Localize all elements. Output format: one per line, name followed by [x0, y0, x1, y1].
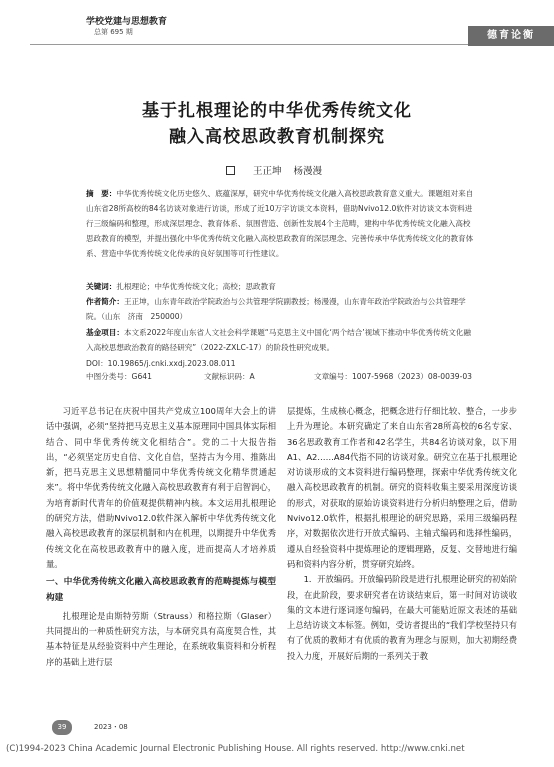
checkbox-icon	[226, 166, 235, 175]
body-paragraph: 1．开放编码。开放编码阶段是进行扎根理论研究的初始阶段，在此阶段，要求研究者在访谈结束后，第一时间对访谈收集的文本进行逐词逐句编码，在最大可能贴近原文表述的基础上总结访谈文本标签。例如，受访者提出的“我们学校坚持只有有了优质的教师才有优质的教育为理念与原则，加大初期经费投入力度，开展好后期的一系列关于教	[287, 574, 517, 661]
keywords-label: 关键词：	[86, 282, 117, 291]
issue-date: 2023・08	[94, 723, 128, 731]
author-name: 杨漫漫	[293, 166, 323, 177]
body-paragraph: 扎根理论是由斯特劳斯（Strauss）和格拉斯（Glaser）共同提出的一种质性研究方法，与本研究具有高度契合性，其基本特征是从经验资料中产生理论，在系统收集资料和分析程序的基础上进行层	[46, 610, 276, 667]
keywords-text: 扎根理论；中华优秀传统文化；高校；思政教育	[116, 282, 276, 291]
clc-number: 中图分类号：G641	[86, 372, 152, 381]
page-number: 39	[52, 720, 72, 735]
issue-number: 总第 695 期	[94, 28, 133, 36]
column-badge: 德育论衡	[468, 26, 554, 46]
abstract-label: 摘 要：	[86, 189, 117, 198]
body-paragraph: 层提炼，生成核心概念，把概念进行仔细比较、整合，一步步上升为理论。本研究确定了来自山东省28所高校的6名专家、36名思政教育工作者和42名学生，共84名访谈对象，以下用A1、A2……A84代指不同的访谈对象。研究立在基于扎根理论对访谈形成的文本资料进行编码整理，探索中华优秀传统文化融入高校思政教育的机制。研究的资料收集主要采用深度访谈的形式，对获取的原始访谈资料进行分析归纳整理之后，借助Nvivo12.0软件，根据扎根理论的研究思路，采用三级编码程序，对数据依次进行开放式编码、主轴式编码和选择性编码，遵从自经验资料中提炼理论的逻辑理路，反复、交替地进行编码和资料内容分析，贯穿研究始终。	[287, 406, 517, 569]
body-paragraph: 习近平总书记在庆祝中国共产党成立100周年大会上的讲话中强调，必须“坚持把马克思主义基本原理同中国具体实际相结合、同中华优秀传统文化相结合”。党的二十大报告指出，“必须坚定历史自信、文化自信，坚持古为今用、推陈出新，把马克思主义思想精髓同中华优秀传统文化精华贯通起来”。将中华优秀传统文化融入高校思政教育有利于启智润心，为培育新时代青年的价值观提供精神内核。本文运用扎根理论的研究方法，借助Nvivo12.0软件深入解析中华优秀传统文化融入高校思政教育的深层机制和内在机理，以期提升中华优秀传统文化在高校思政教育中的融入度，进而提高人才培养质量。	[46, 406, 276, 569]
author-line	[0, 163, 554, 177]
journal-name: 学校党建与思想教育	[86, 17, 168, 27]
keywords	[86, 279, 478, 294]
author-info	[86, 294, 478, 324]
author-info-label: 作者简介：	[86, 297, 124, 306]
author-info-text: 王正坤，山东青年政治学院政治与公共管理学院副教授；杨漫漫，山东青年政治学院政治与公共管理学院。（山东 济南 250000）	[86, 297, 466, 321]
abstract	[86, 186, 478, 261]
article-number: 文章编号：1007-5968（2023）08-0039-03	[314, 372, 473, 381]
fund-project	[86, 325, 478, 355]
article-title-line-1: 基于扎根理论的中华优秀传统文化	[142, 101, 412, 121]
header-divider	[30, 44, 468, 45]
abstract-text: 中华优秀传统文化历史悠久、底蕴深厚，研究中华优秀传统文化融入高校思政教育意义重大。课题组对来自山东省28所高校的84名访谈对象进行访谈，形成了近10万字访谈文本资料，借助Nvivo12.0软件对访谈文本资料进行三级编码和整理，形成深层理念、教育体系、氛围营造、创新性发展4个主范畴，建构中华优秀传统文化融入高校思政教育的模型，并提出强化中华优秀传统文化融入高校思政教育的深层理念、完善传承中华优秀传统文化的教育体系、营造中华优秀传统文化传承的良好氛围等可行性建议。	[86, 189, 474, 258]
body-column-right	[287, 404, 517, 664]
doi[interactable]: DOI：10.19865/j.cnki.xxdj.2023.08.011	[86, 359, 236, 368]
article-title-line-2: 融入高校思政教育机制探究	[169, 127, 385, 147]
document-code: 文献标识码：A	[204, 372, 255, 381]
author-name: 王正坤	[252, 166, 282, 177]
fund-text: 本文系2022年度山东省人文社会科学课题“马克思主义中国化‘两个结合’视域下推动中华优秀传统文化融入高校思想政治教育的路径研究”（2022-ZXLC-17）的阶段性研究成果。	[86, 328, 471, 352]
section-heading: 一、中华优秀传统文化融入高校思政教育的范畴提炼与模型构建	[46, 577, 276, 603]
fund-label: 基金项目：	[86, 328, 124, 337]
copyright-notice: (C)1994-2023 China Academic Journal Electronic Publishing House. All rights reserved. http://www.cnki.net	[6, 744, 465, 754]
body-column-left	[46, 404, 276, 670]
